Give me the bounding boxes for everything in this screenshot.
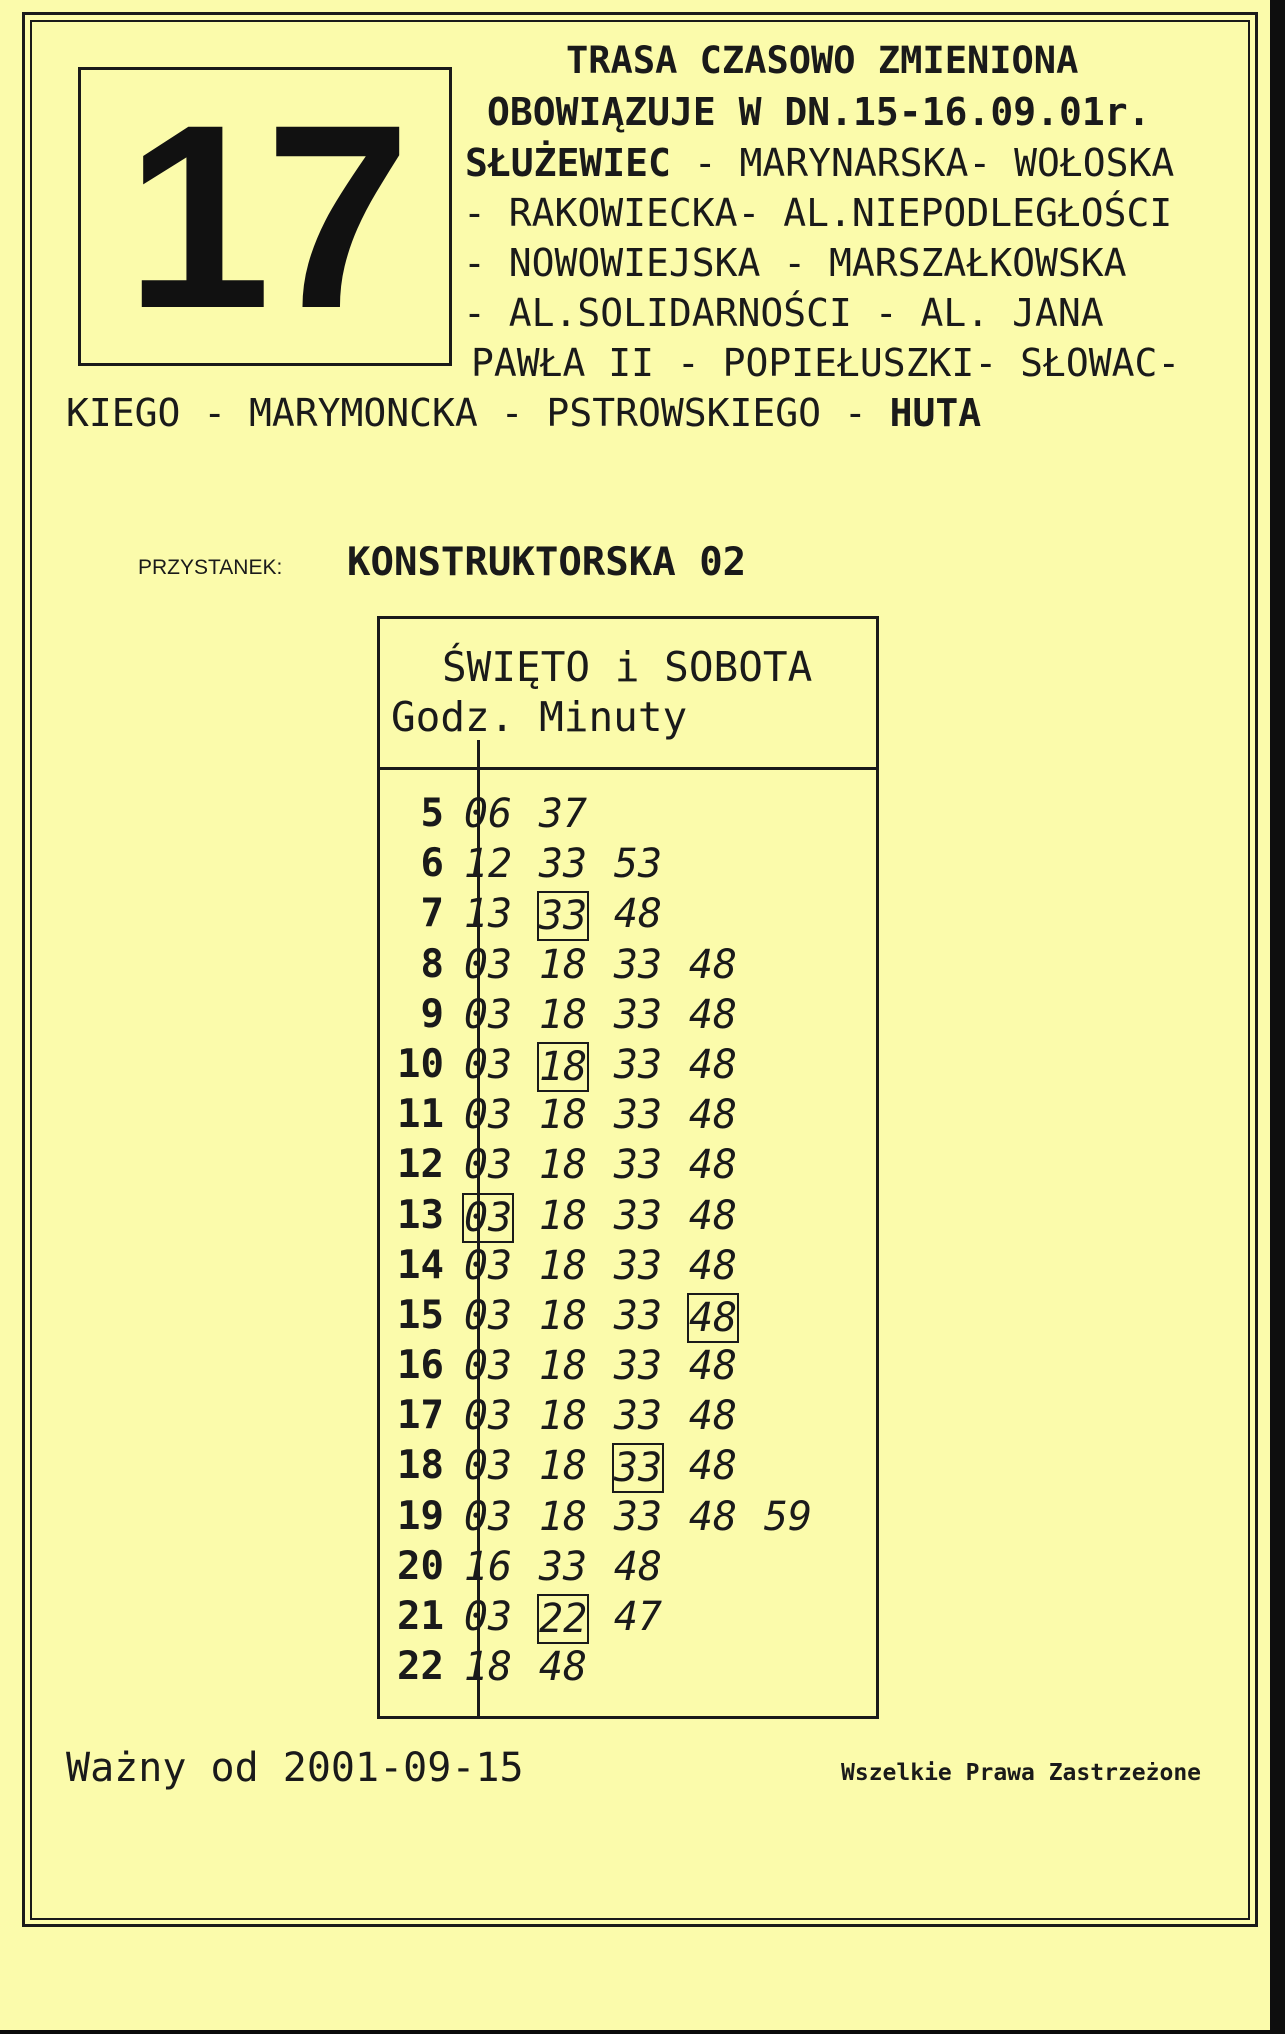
hour-cell: 7 [420, 891, 444, 937]
route-end-stop: HUTA [889, 391, 982, 435]
minute-cell: 03 [463, 1393, 513, 1440]
minute-cell: 18 [538, 1393, 588, 1440]
minute-cell: 48 [688, 1493, 738, 1540]
minute-cell: 03 [463, 1292, 513, 1339]
minute-cell: 03 [463, 1092, 513, 1139]
minute-cell: 33 [613, 1343, 663, 1390]
minute-cell: 18 [538, 991, 588, 1038]
minute-cell: 18 [538, 1343, 588, 1390]
valid-from: Ważny od 2001-09-15 [66, 1745, 524, 1791]
minute-cell: 33 [538, 841, 588, 888]
stop-label: PRZYSTANEK: [138, 556, 283, 579]
minute-cell: 03 [463, 1443, 513, 1490]
minute-cell: 33 [613, 1493, 663, 1540]
minute-cell: 48 [688, 941, 738, 988]
hour-cell: 13 [397, 1192, 444, 1238]
minute-cell: 33 [613, 1041, 663, 1088]
route-line-8-main: KIEGO - MARYMONCKA - PSTROWSKIEGO - [66, 391, 890, 435]
minute-cell: 48 [538, 1644, 588, 1691]
minute-cell: 18 [538, 941, 588, 988]
hour-cell: 16 [397, 1343, 444, 1389]
hour-cell: 19 [397, 1493, 444, 1539]
column-headers: Godz. Minuty [391, 693, 688, 741]
day-type: ŚWIĘTO i SOBOTA [442, 643, 813, 691]
minute-cell: 13 [463, 891, 513, 938]
minute-cell: 18 [538, 1493, 588, 1540]
departure-row [380, 841, 860, 891]
minute-cell: 33 [613, 1242, 663, 1289]
departure-row [380, 992, 860, 1042]
minute-cell: 18 [538, 1242, 588, 1289]
hour-cell: 15 [397, 1292, 444, 1338]
minute-cell: 48 [688, 1343, 738, 1390]
rights-notice: Wszelkie Prawa Zastrzeżone [841, 1760, 1202, 1786]
minute-cell: 59 [763, 1493, 813, 1540]
minute-cell: 03 [463, 991, 513, 1038]
minute-cell: 03 [463, 941, 513, 988]
minute-cell: 48 [688, 1142, 738, 1189]
departure-row [380, 1544, 860, 1594]
departure-row [380, 891, 860, 941]
minute-cell: 03 [463, 1041, 513, 1088]
minute-cell: 18 [538, 1292, 588, 1339]
hour-cell: 8 [420, 941, 444, 987]
minute-cell: 33 [613, 941, 663, 988]
timetable-header-divider [377, 767, 879, 770]
route-line-4: - RAKOWIECKA- AL.NIEPODLEGŁOŚCI [463, 191, 1173, 235]
minute-cell: 48 [688, 1092, 738, 1139]
departure-row [380, 1494, 860, 1544]
stop-name: KONSTRUKTORSKA 02 [347, 540, 747, 585]
route-notice-title: TRASA CZASOWO ZMIENIONA [566, 39, 1079, 82]
departure-row [380, 942, 860, 992]
minute-cell: 48 [688, 991, 738, 1038]
departure-row [380, 1343, 860, 1393]
hour-cell: 9 [420, 991, 444, 1037]
minute-cell: 03 [463, 1242, 513, 1289]
departure-row [380, 1042, 860, 1092]
minute-cell-marked: 48 [689, 1294, 738, 1341]
minute-cell: 33 [613, 1192, 663, 1239]
hour-cell: 5 [420, 791, 444, 836]
hour-cell: 6 [420, 841, 444, 887]
route-line-3-rest: - MARYNARSKA- WOŁOSKA [670, 141, 1175, 185]
minute-cell: 37 [538, 791, 588, 837]
departure-row [380, 1393, 860, 1443]
minute-cell: 12 [463, 841, 513, 888]
minute-cell-marked: 18 [539, 1043, 588, 1090]
minute-cell: 33 [613, 1092, 663, 1139]
departure-row [380, 1193, 860, 1243]
minute-cell: 47 [613, 1594, 663, 1640]
departure-row [380, 1443, 860, 1493]
departure-row [380, 791, 860, 841]
minute-cell: 33 [613, 1292, 663, 1339]
departure-rows [380, 791, 860, 1694]
hour-cell: 21 [397, 1594, 444, 1639]
minute-cell: 48 [613, 891, 663, 938]
route-line-8 [66, 391, 982, 435]
departure-row [380, 1243, 860, 1293]
hour-cell: 11 [397, 1092, 444, 1138]
route-line-3 [465, 141, 1175, 185]
minute-cell: 18 [538, 1142, 588, 1189]
route-line-7: PAWŁA II - POPIEŁUSZKI- SŁOWAC- [471, 341, 1181, 385]
departure-row [380, 1142, 860, 1192]
minute-cell: 03 [463, 1594, 513, 1640]
departure-row [380, 1293, 860, 1343]
minute-cell: 33 [613, 1142, 663, 1189]
minute-cell: 18 [463, 1644, 513, 1691]
route-notice-dates: OBOWIĄZUJE W DN.15-16.09.01r. [487, 90, 1151, 134]
minute-cell: 33 [613, 1393, 663, 1440]
minute-cell: 33 [613, 991, 663, 1038]
minute-cell: 03 [463, 1343, 513, 1390]
minute-cell: 48 [688, 1393, 738, 1440]
hour-cell: 20 [397, 1543, 444, 1589]
line-number: 17 [125, 70, 405, 363]
hour-cell: 12 [397, 1142, 444, 1188]
minute-cell: 03 [463, 1142, 513, 1189]
hour-cell: 18 [397, 1443, 444, 1489]
hour-cell: 22 [397, 1644, 444, 1690]
minute-cell: 48 [688, 1242, 738, 1289]
minute-cell: 53 [613, 841, 663, 888]
minute-cell: 06 [463, 791, 513, 837]
minute-cell: 18 [538, 1192, 588, 1239]
scan-edge [1270, 0, 1285, 2034]
departure-row [380, 1092, 860, 1142]
minute-cell: 48 [613, 1543, 663, 1590]
minute-cell: 33 [538, 1543, 588, 1590]
minute-cell: 48 [688, 1041, 738, 1088]
departure-row [380, 1594, 860, 1644]
route-line-6: - AL.SOLIDARNOŚCI - AL. JANA [463, 291, 1104, 335]
hour-cell: 10 [397, 1041, 444, 1087]
minute-cell-marked: 22 [539, 1596, 588, 1642]
minute-cell-marked: 03 [464, 1194, 513, 1241]
minute-cell: 48 [688, 1443, 738, 1490]
minute-cell-marked: 33 [614, 1445, 663, 1492]
route-start-stop: SŁUŻEWIEC [465, 141, 671, 185]
hour-cell: 17 [397, 1393, 444, 1439]
minute-cell: 18 [538, 1092, 588, 1139]
minute-cell: 18 [538, 1443, 588, 1490]
departure-row [380, 1644, 860, 1694]
route-line-5: - NOWOWIEJSKA - MARSZAŁKOWSKA [463, 241, 1127, 285]
minute-cell-marked: 33 [539, 893, 588, 940]
minute-cell: 16 [463, 1543, 513, 1590]
hour-cell: 14 [397, 1242, 444, 1288]
minute-cell: 48 [688, 1192, 738, 1239]
minute-cell: 03 [463, 1493, 513, 1540]
